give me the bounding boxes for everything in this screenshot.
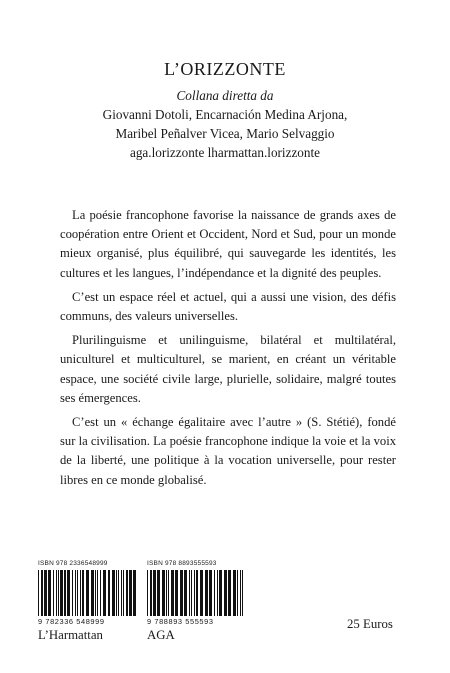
- barcode-bars: [38, 570, 140, 616]
- barcode-bar: [103, 570, 106, 616]
- barcode-bar: [72, 570, 73, 616]
- barcode-bar: [147, 570, 148, 616]
- barcode-bar: [91, 570, 94, 616]
- back-cover-text: [60, 206, 396, 495]
- barcode-bar: [123, 570, 124, 616]
- barcode-bar: [166, 570, 167, 616]
- paragraph: C’est un « échange égalitaire avec l’autre » (S. Stétié), fondé sur la civilisation. La poésie francophone indique la voie et la voix de la liberté, une politique à la vocation universelle, pour rester libres en ce monde globalisé.: [60, 415, 396, 487]
- barcode-bar: [121, 570, 122, 616]
- barcode-bar: [56, 570, 57, 616]
- barcode-bar: [86, 570, 89, 616]
- barcode-lharmattan: [38, 560, 140, 643]
- barcode-bar: [48, 570, 51, 616]
- isbn-label: ISBN 978 2336548999: [38, 560, 108, 567]
- barcode-bar: [77, 570, 78, 616]
- barcode-bar: [237, 570, 238, 616]
- barcode-bar: [118, 570, 119, 616]
- barcode-bar: [242, 570, 243, 616]
- barcode-bar: [58, 570, 59, 616]
- barcode-bar: [75, 570, 76, 616]
- series-title: L’ORIZZONTE: [164, 59, 286, 79]
- barcode-bar: [67, 570, 70, 616]
- barcode-bar: [205, 570, 208, 616]
- series-header: [0, 58, 450, 162]
- paragraph: C’est un espace réel et actuel, qui a aussi une vision, des défis communs, des valeurs universelles.: [60, 289, 396, 324]
- barcode-bar: [82, 570, 84, 616]
- barcode-bar: [219, 570, 222, 616]
- barcode-bar: [228, 570, 231, 616]
- barcode-bar: [60, 570, 63, 616]
- publisher-name: AGA: [147, 628, 175, 642]
- series-links: aga.lorizzonte lharmattan.lorizzonte: [129, 145, 321, 160]
- barcode-bar: [100, 570, 101, 616]
- isbn-digits: 9 788893 555593: [147, 617, 214, 626]
- barcode-bar: [108, 570, 110, 616]
- barcode-bar: [209, 570, 212, 616]
- barcode-bar: [217, 570, 218, 616]
- barcode-bar: [53, 570, 54, 616]
- barcode-bar: [97, 570, 98, 616]
- barcode-bar: [180, 570, 183, 616]
- barcode-bar: [175, 570, 178, 616]
- barcode-bar: [116, 570, 117, 616]
- barcode-bar: [224, 570, 227, 616]
- barcode-bars: [147, 570, 249, 616]
- barcode-bar: [38, 570, 39, 616]
- editors-line-2: Maribel Peñalver Vicea, Mario Selvaggio: [115, 126, 335, 141]
- editors-line-1: Giovanni Dotoli, Encarnación Medina Arjona,: [102, 107, 348, 122]
- barcode-bar: [150, 570, 152, 616]
- barcode-bar: [64, 570, 66, 616]
- barcode-bar: [112, 570, 115, 616]
- barcode-bar: [189, 570, 190, 616]
- barcode-bar: [171, 570, 174, 616]
- barcode-bar: [126, 570, 128, 616]
- barcode-bar: [44, 570, 47, 616]
- isbn-digits: 9 782336 548999: [38, 617, 105, 626]
- barcode-bar: [80, 570, 81, 616]
- price: 25 Euros: [347, 617, 393, 631]
- isbn-label: ISBN 978 8893555593: [147, 560, 217, 567]
- barcode-bar: [194, 570, 195, 616]
- barcode-bar: [95, 570, 96, 616]
- barcode-bar: [184, 570, 187, 616]
- paragraph: Plurilinguisme et unilinguisme, bilatéral et multilatéral, uniculturel et multiculturel, se marient, en créant un véritable espace, une société civile large, plurielle, solidaire, malgré toutes ses émergences.: [60, 333, 396, 405]
- barcode-bar: [196, 570, 198, 616]
- publisher-name: L’Harmattan: [38, 628, 103, 642]
- collana-label: Collana diretta da: [176, 88, 274, 103]
- barcode-bar: [129, 570, 132, 616]
- barcode-bar: [191, 570, 192, 616]
- barcode-bar: [133, 570, 136, 616]
- barcode-bar: [240, 570, 241, 616]
- barcode-bar: [214, 570, 215, 616]
- barcode-bar: [233, 570, 236, 616]
- barcode-bar: [162, 570, 165, 616]
- barcode-bar: [168, 570, 169, 616]
- barcode-bar: [41, 570, 43, 616]
- barcode-bar: [157, 570, 160, 616]
- barcode-bar: [200, 570, 203, 616]
- barcode-aga: [147, 560, 249, 643]
- paragraph: La poésie francophone favorise la naissance de grands axes de coopération entre Orient et Occident, Nord et Sud, pour un monde mieux organisé, plus équilibré, qui sauvegarde les identités, les cultures et les langues, l’indépendance et la dignité des peuples.: [60, 208, 396, 280]
- barcode-bar: [153, 570, 156, 616]
